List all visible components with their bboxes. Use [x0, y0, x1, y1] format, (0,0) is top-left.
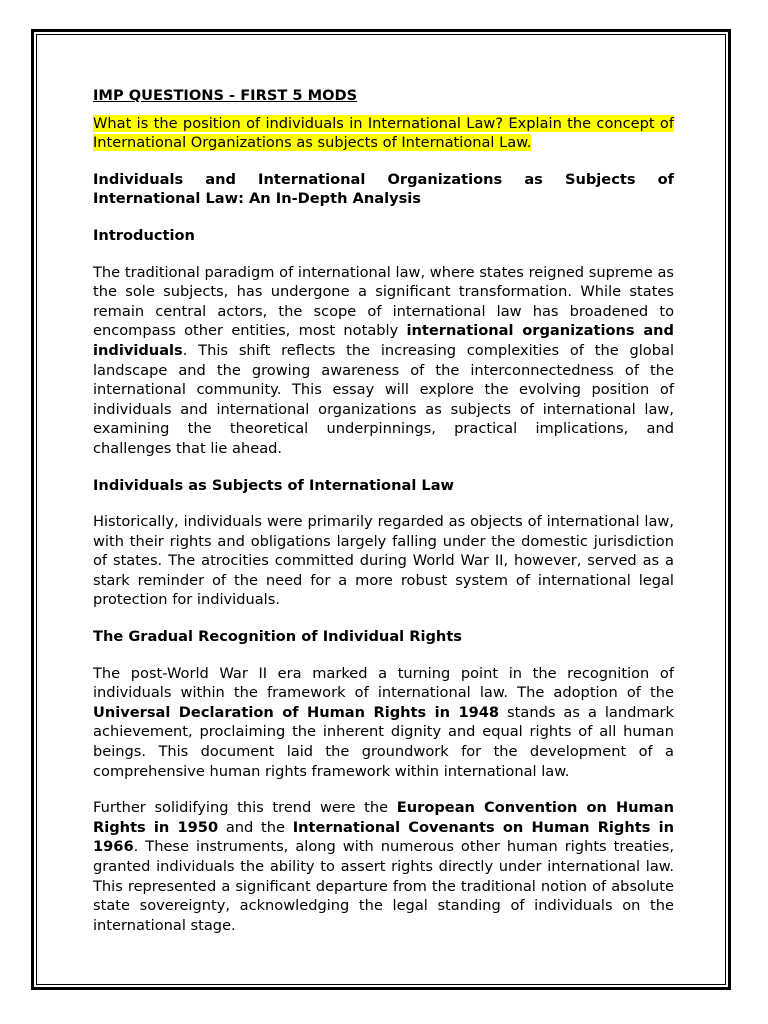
text-run: . This shift reflects the increasing complexities of the global landscape and the growing awareness of the interconnectedness of the international community. This essay will explore the evolving position of individuals and international organizations as subjects of international law, examining the theoretical underpinnings, practical implications, and challenges that lie ahead. [93, 341, 674, 457]
introduction-paragraph [93, 263, 674, 459]
text-run: Further solidifying this trend were the [93, 799, 397, 817]
individuals-paragraph: Historically, individuals were primarily regarded as objects of international law, with their rights and obligations largely falling under the domestic jurisdiction of states. The atrocities committed during World War II, however, served as a stark reminder of the need for a more robust system of international legal protection for individuals. [93, 513, 674, 609]
text-run: The traditional paradigm of international law, where states reigned supreme as the sole subjects, has undergone a significant transformation. While states remain central actors, the scope of international law has broadened to encompass other entities, most notably [93, 263, 674, 340]
essay-title: Individuals and International Organizations as Subjects of International Law: An In-Depth Analysis [93, 170, 674, 208]
highlighted-question: What is the position of individuals in International Law? Explain the concept of International Organizations as subjects of International Law. [93, 114, 674, 152]
bold-run: European Convention on Human Rights in 1950 [93, 799, 674, 836]
bold-run: Universal Declaration of Human Rights in 1948 [93, 703, 500, 721]
heading-recognition: The Gradual Recognition of Individual Rights [93, 628, 462, 646]
document-body [93, 86, 674, 952]
question-paragraph [93, 114, 674, 153]
heading-introduction: Introduction [93, 226, 195, 244]
bold-run: International Covenants on Human Rights in 1966 [93, 818, 674, 856]
text-run: The post-World War II era marked a turning point in the recognition of individuals within the framework of international law. The adoption of the [93, 664, 674, 702]
document-title: IMP QUESTIONS - FIRST 5 MODS [93, 87, 358, 104]
recognition-paragraph-1 [93, 664, 674, 782]
text-run: stands as a landmark achievement, proclaiming the inherent dignity and equal rights of all human beings. This document laid the groundwork for the development of a comprehensive human rights framework within international law. [93, 703, 674, 780]
text-run: and the [218, 818, 293, 836]
recognition-paragraph-2 [93, 798, 674, 935]
text-run: . These instruments, along with numerous other human rights treaties, granted individuals the ability to assert rights directly under international law. This represented a significant departure from the traditional notion of absolute state sovereignty, acknowledging the legal standing of individuals on the international stage. [93, 838, 674, 934]
heading-individuals: Individuals as Subjects of International Law [93, 476, 455, 494]
bold-run: international organizations and individuals [93, 322, 675, 359]
